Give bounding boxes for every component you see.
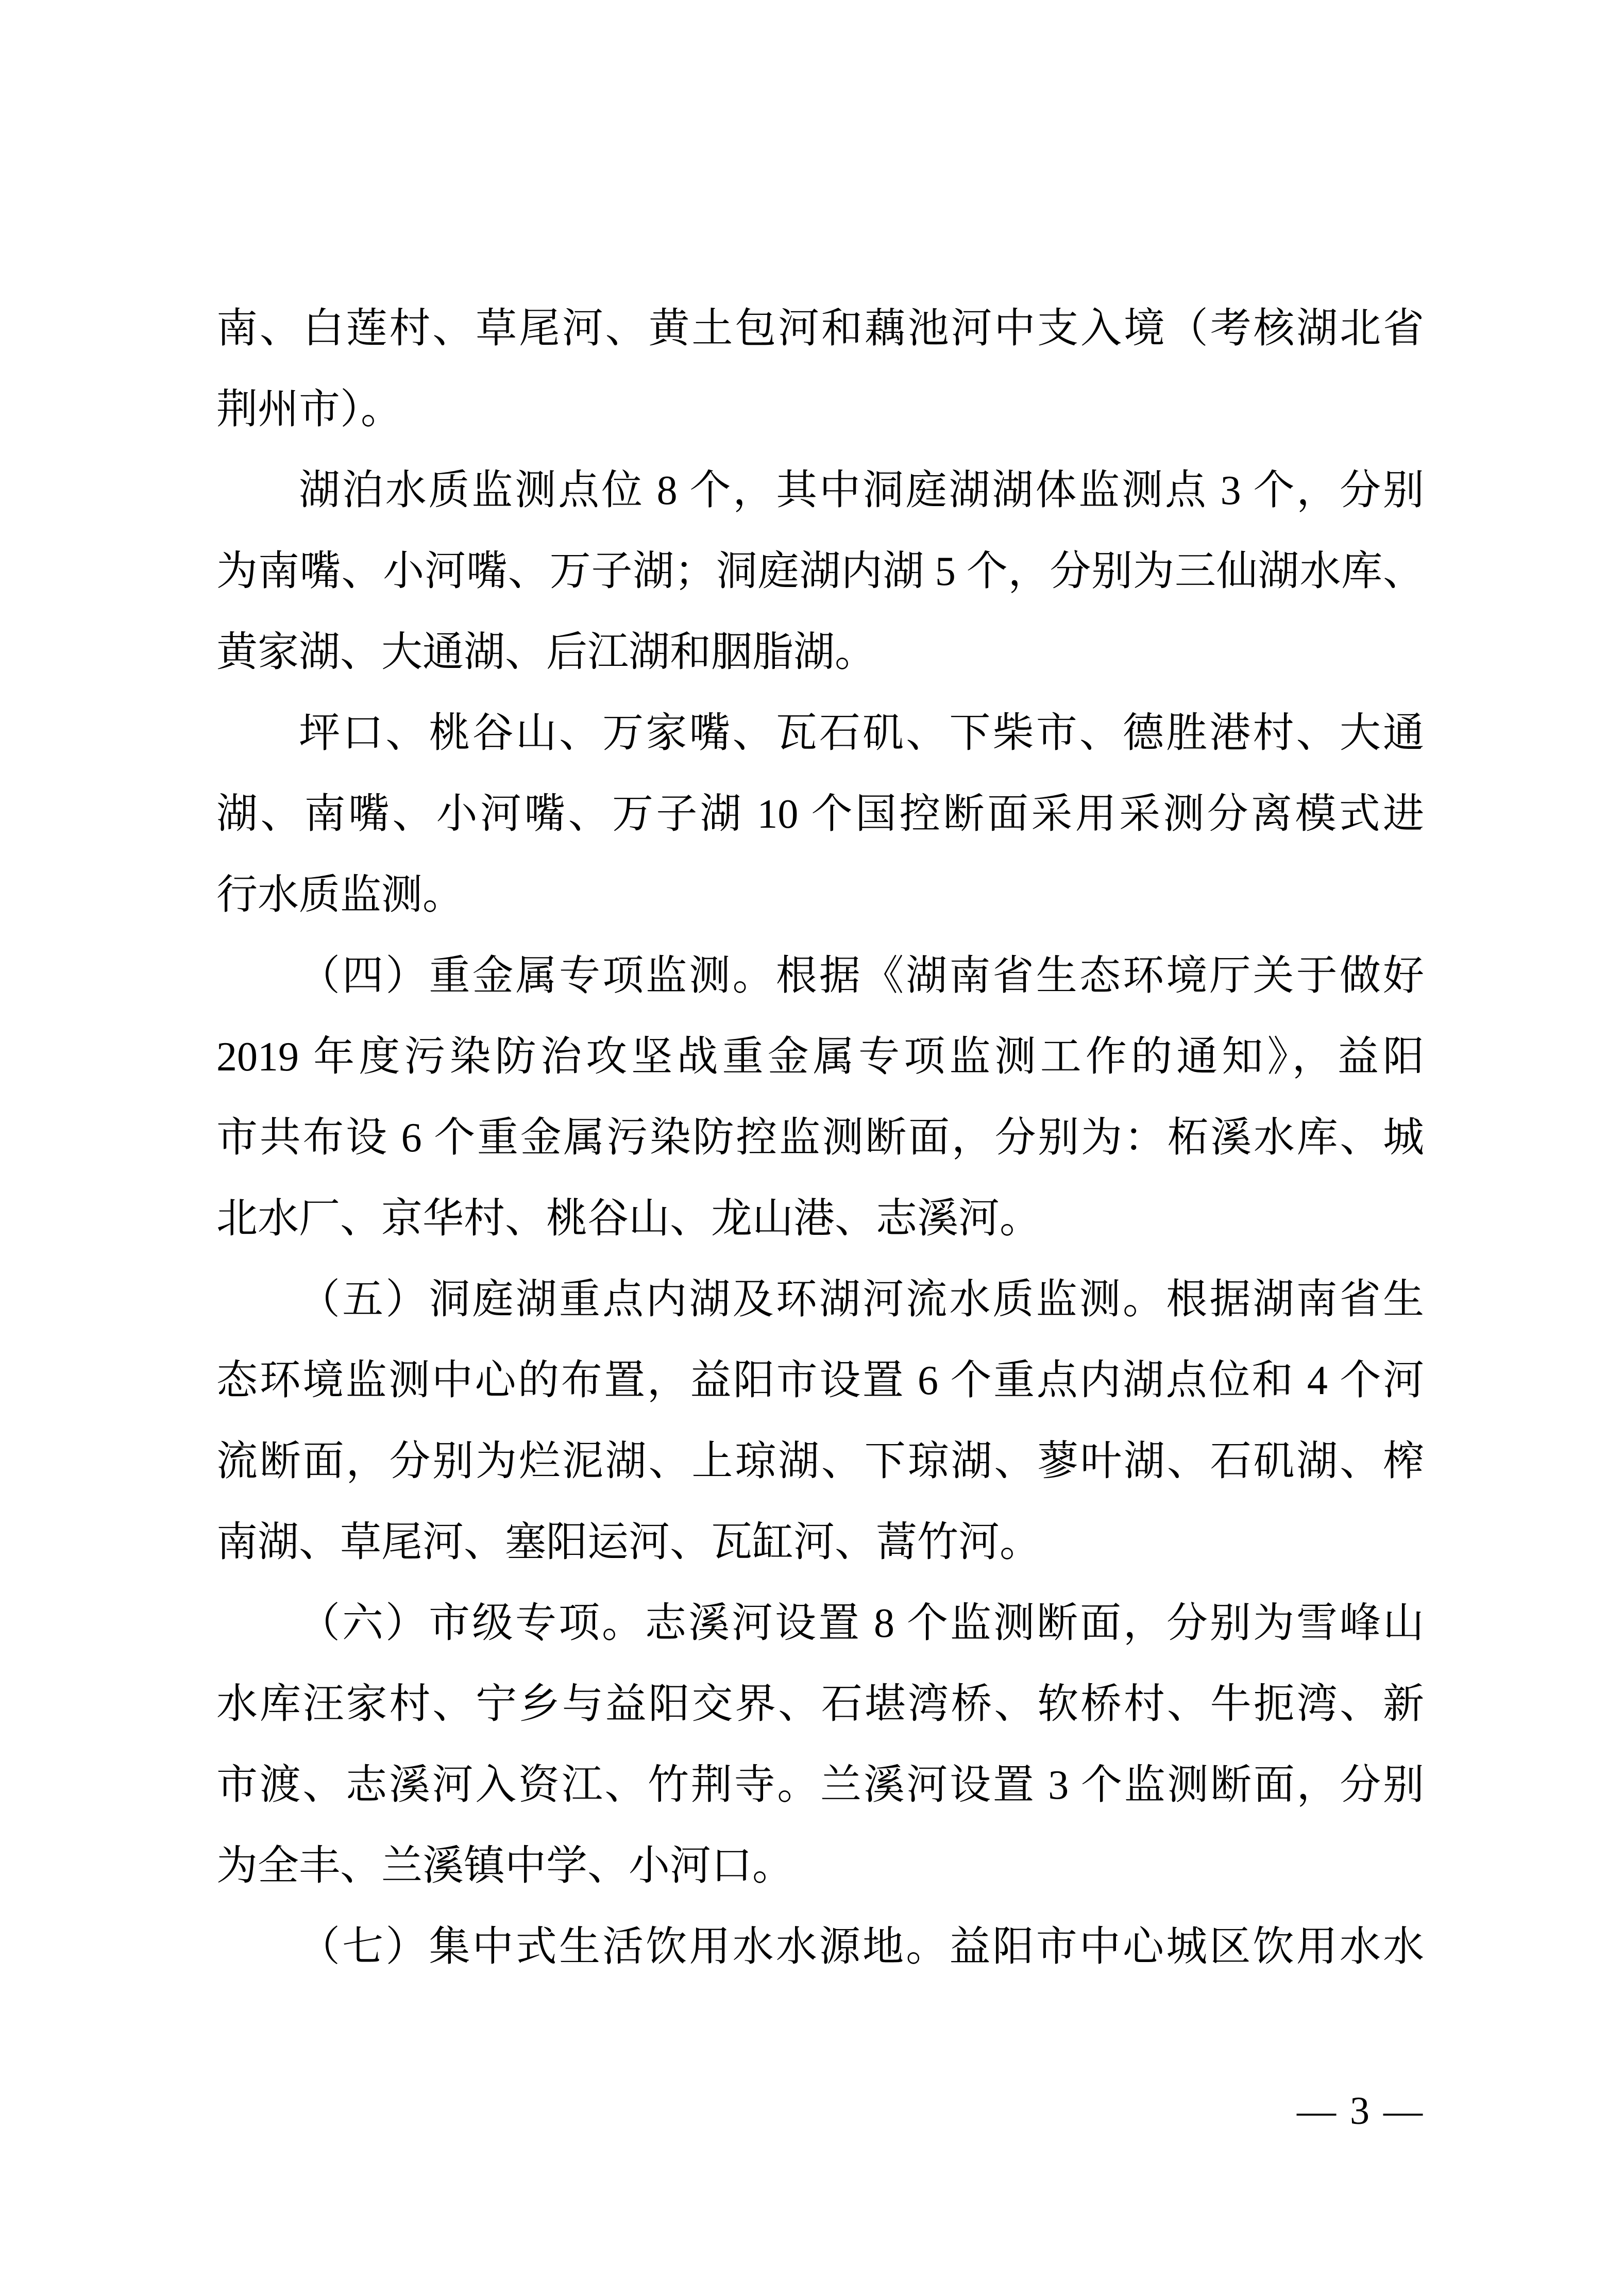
text-line: 市共布设 6 个重金属污染防控监测断面，分别为：柘溪水库、城 [216,1115,1424,1161]
text-line: （七）集中式生活饮用水水源地。益阳市中心城区饮用水水 [299,1924,1424,1970]
text-line: 流断面，分别为烂泥湖、上琼湖、下琼湖、蓼叶湖、石矶湖、榨 [216,1439,1424,1484]
text-line: 水库汪家村、宁乡与益阳交界、石堪湾桥、软桥村、牛扼湾、新 [216,1682,1424,1727]
text-line: 为全丰、兰溪镇中学、小河口。 [216,1843,793,1889]
text-line: 坪口、桃谷山、万家嘴、瓦石矶、下柴市、德胜港村、大通 [299,711,1424,756]
text-line: 南、白莲村、草尾河、黄土包河和藕池河中支入境（考核湖北省 [216,306,1424,351]
text-line: 为南嘴、小河嘴、万子湖；洞庭湖内湖 5 个，分别为三仙湖水库、 [216,549,1424,594]
text-line: 南湖、草尾河、塞阳运河、瓦缸河、蒿竹河。 [216,1520,1041,1565]
text-line: 市渡、志溪河入资江、竹荆寺。兰溪河设置 3 个监测断面，分别 [216,1763,1424,1808]
text-line: （五）洞庭湖重点内湖及环湖河流水质监测。根据湖南省生 [299,1277,1424,1322]
page-number: — 3 — [1297,2089,1425,2133]
text-line: 湖泊水质监测点位 8 个，其中洞庭湖湖体监测点 3 个，分别 [299,468,1424,513]
text-line: 态环境监测中心的布置，益阳市设置 6 个重点内湖点位和 4 个河 [216,1358,1424,1403]
text-line: 黄家湖、大通湖、后江湖和胭脂湖。 [216,630,876,675]
page-footer [1297,2085,1425,2137]
text-line: 荆州市）。 [216,387,402,432]
text-line: 北水厂、京华村、桃谷山、龙山港、志溪河。 [216,1196,1041,1242]
text-line: 2019 年度污染防治攻坚战重金属专项监测工作的通知》，益阳 [216,1034,1424,1080]
text-line: 行水质监测。 [216,873,464,918]
text-line: 湖、南嘴、小河嘴、万子湖 10 个国控断面采用采测分离模式进 [216,792,1424,837]
text-line: （四）重金属专项监测。根据《湖南省生态环境厅关于做好 [299,953,1424,999]
document-body [216,289,1424,1988]
text-line: （六）市级专项。志溪河设置 8 个监测断面，分别为雪峰山 [299,1601,1424,1646]
